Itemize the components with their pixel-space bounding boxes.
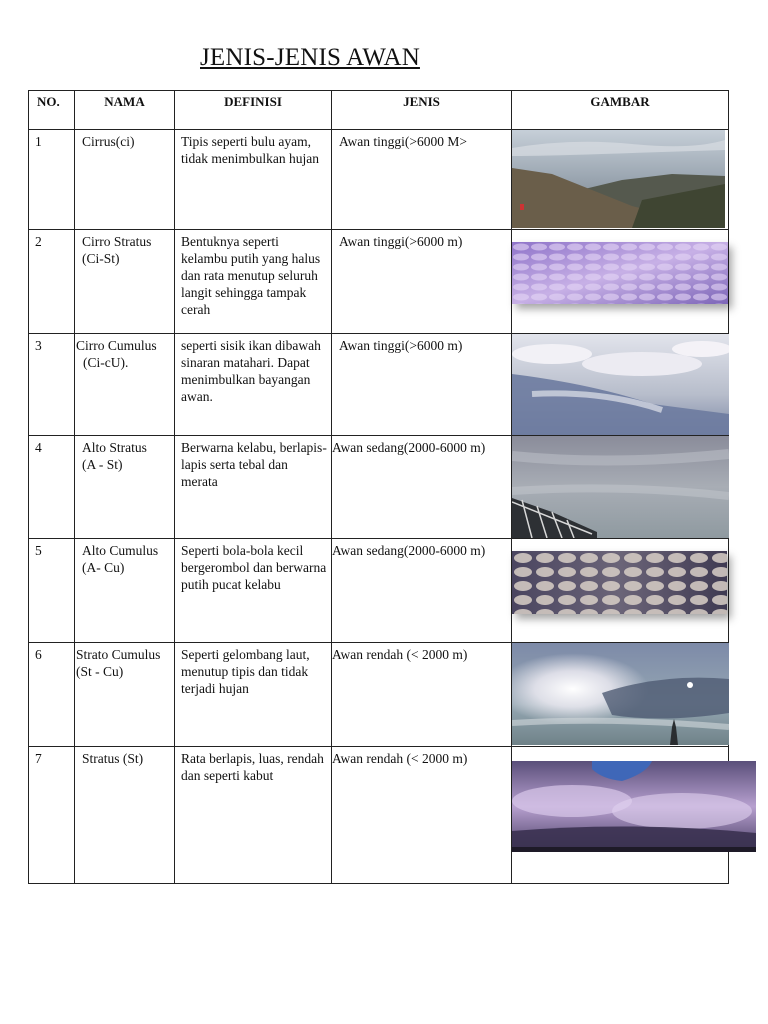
- cloud-name: Cirrus(ci): [82, 134, 135, 149]
- row-number: 2: [35, 234, 42, 249]
- header-nama: NAMA: [75, 91, 175, 130]
- cloud-type: Awan tinggi(>6000 m): [339, 338, 463, 353]
- table-row: [29, 747, 729, 884]
- cloud-types-table: [28, 90, 729, 884]
- row-number: 7: [35, 751, 42, 766]
- cloud-definition: Rata berlapis, luas, rendah dan seperti kabut: [181, 751, 324, 783]
- header-no: NO.: [29, 91, 75, 130]
- row-number: 4: [35, 440, 42, 455]
- cloud-name: Alto Stratus (A - St): [82, 440, 147, 472]
- cirrus-photo: [512, 130, 725, 228]
- cloud-type: Awan tinggi(>6000 m): [339, 234, 463, 249]
- row-number: 3: [35, 338, 42, 353]
- cloud-definition: Seperti gelombang laut, menutup tipis dan tidak terjadi hujan: [181, 647, 310, 696]
- cloud-name: Cirro Stratus (Ci-St): [82, 234, 152, 266]
- cloud-type: Awan tinggi(>6000 M>: [339, 134, 467, 149]
- row-number: 6: [35, 647, 42, 662]
- table-row: [29, 539, 729, 643]
- header-definisi: DEFINISI: [175, 91, 332, 130]
- table-header-row: [29, 91, 729, 130]
- cloud-name: Cirro Cumulus (Ci-cU).: [76, 338, 157, 370]
- row-number: 5: [35, 543, 42, 558]
- cloud-type: Awan sedang(2000-6000 m): [332, 543, 486, 558]
- table-row: [29, 643, 729, 747]
- cloud-type: Awan rendah (< 2000 m): [332, 751, 468, 766]
- altocumulus-photo: [512, 551, 727, 614]
- cloud-definition: Tipis seperti bulu ayam, tidak menimbulkan hujan: [181, 134, 319, 166]
- table-row: [29, 334, 729, 436]
- cloud-type: Awan rendah (< 2000 m): [332, 647, 468, 662]
- table-row: [29, 130, 729, 230]
- cloud-type: Awan sedang(2000-6000 m): [332, 440, 486, 455]
- stratus-photo: [512, 761, 756, 852]
- stratocumulus-photo: [512, 643, 729, 745]
- table-row: [29, 436, 729, 539]
- cloud-name: Alto Cumulus (A- Cu): [82, 543, 159, 575]
- row-number: 1: [35, 134, 42, 149]
- cirrostratus-photo: [512, 242, 728, 304]
- altostratus-photo: [512, 436, 729, 538]
- table-row: [29, 230, 729, 334]
- cloud-definition: Berwarna kelabu, berlapis-lapis serta tebal dan merata: [181, 440, 327, 489]
- cloud-name: Strato Cumulus (St - Cu): [76, 647, 161, 679]
- cloud-definition: seperti sisik ikan dibawah sinaran matahari. Dapat menimbulkan bayangan awan.: [181, 338, 321, 404]
- cirrocumulus-photo: [512, 334, 729, 435]
- header-gambar: GAMBAR: [512, 91, 729, 130]
- cloud-definition: Seperti bola-bola kecil bergerombol dan berwarna putih pucat kelabu: [181, 543, 327, 592]
- header-jenis: JENIS: [332, 91, 512, 130]
- cloud-definition: Bentuknya seperti kelambu putih yang halus dan rata menutup seluruh langit sehingga tampak cerah: [181, 234, 321, 317]
- page-title: JENIS-JENIS AWAN: [200, 44, 420, 71]
- cloud-name: Stratus (St): [82, 751, 144, 766]
